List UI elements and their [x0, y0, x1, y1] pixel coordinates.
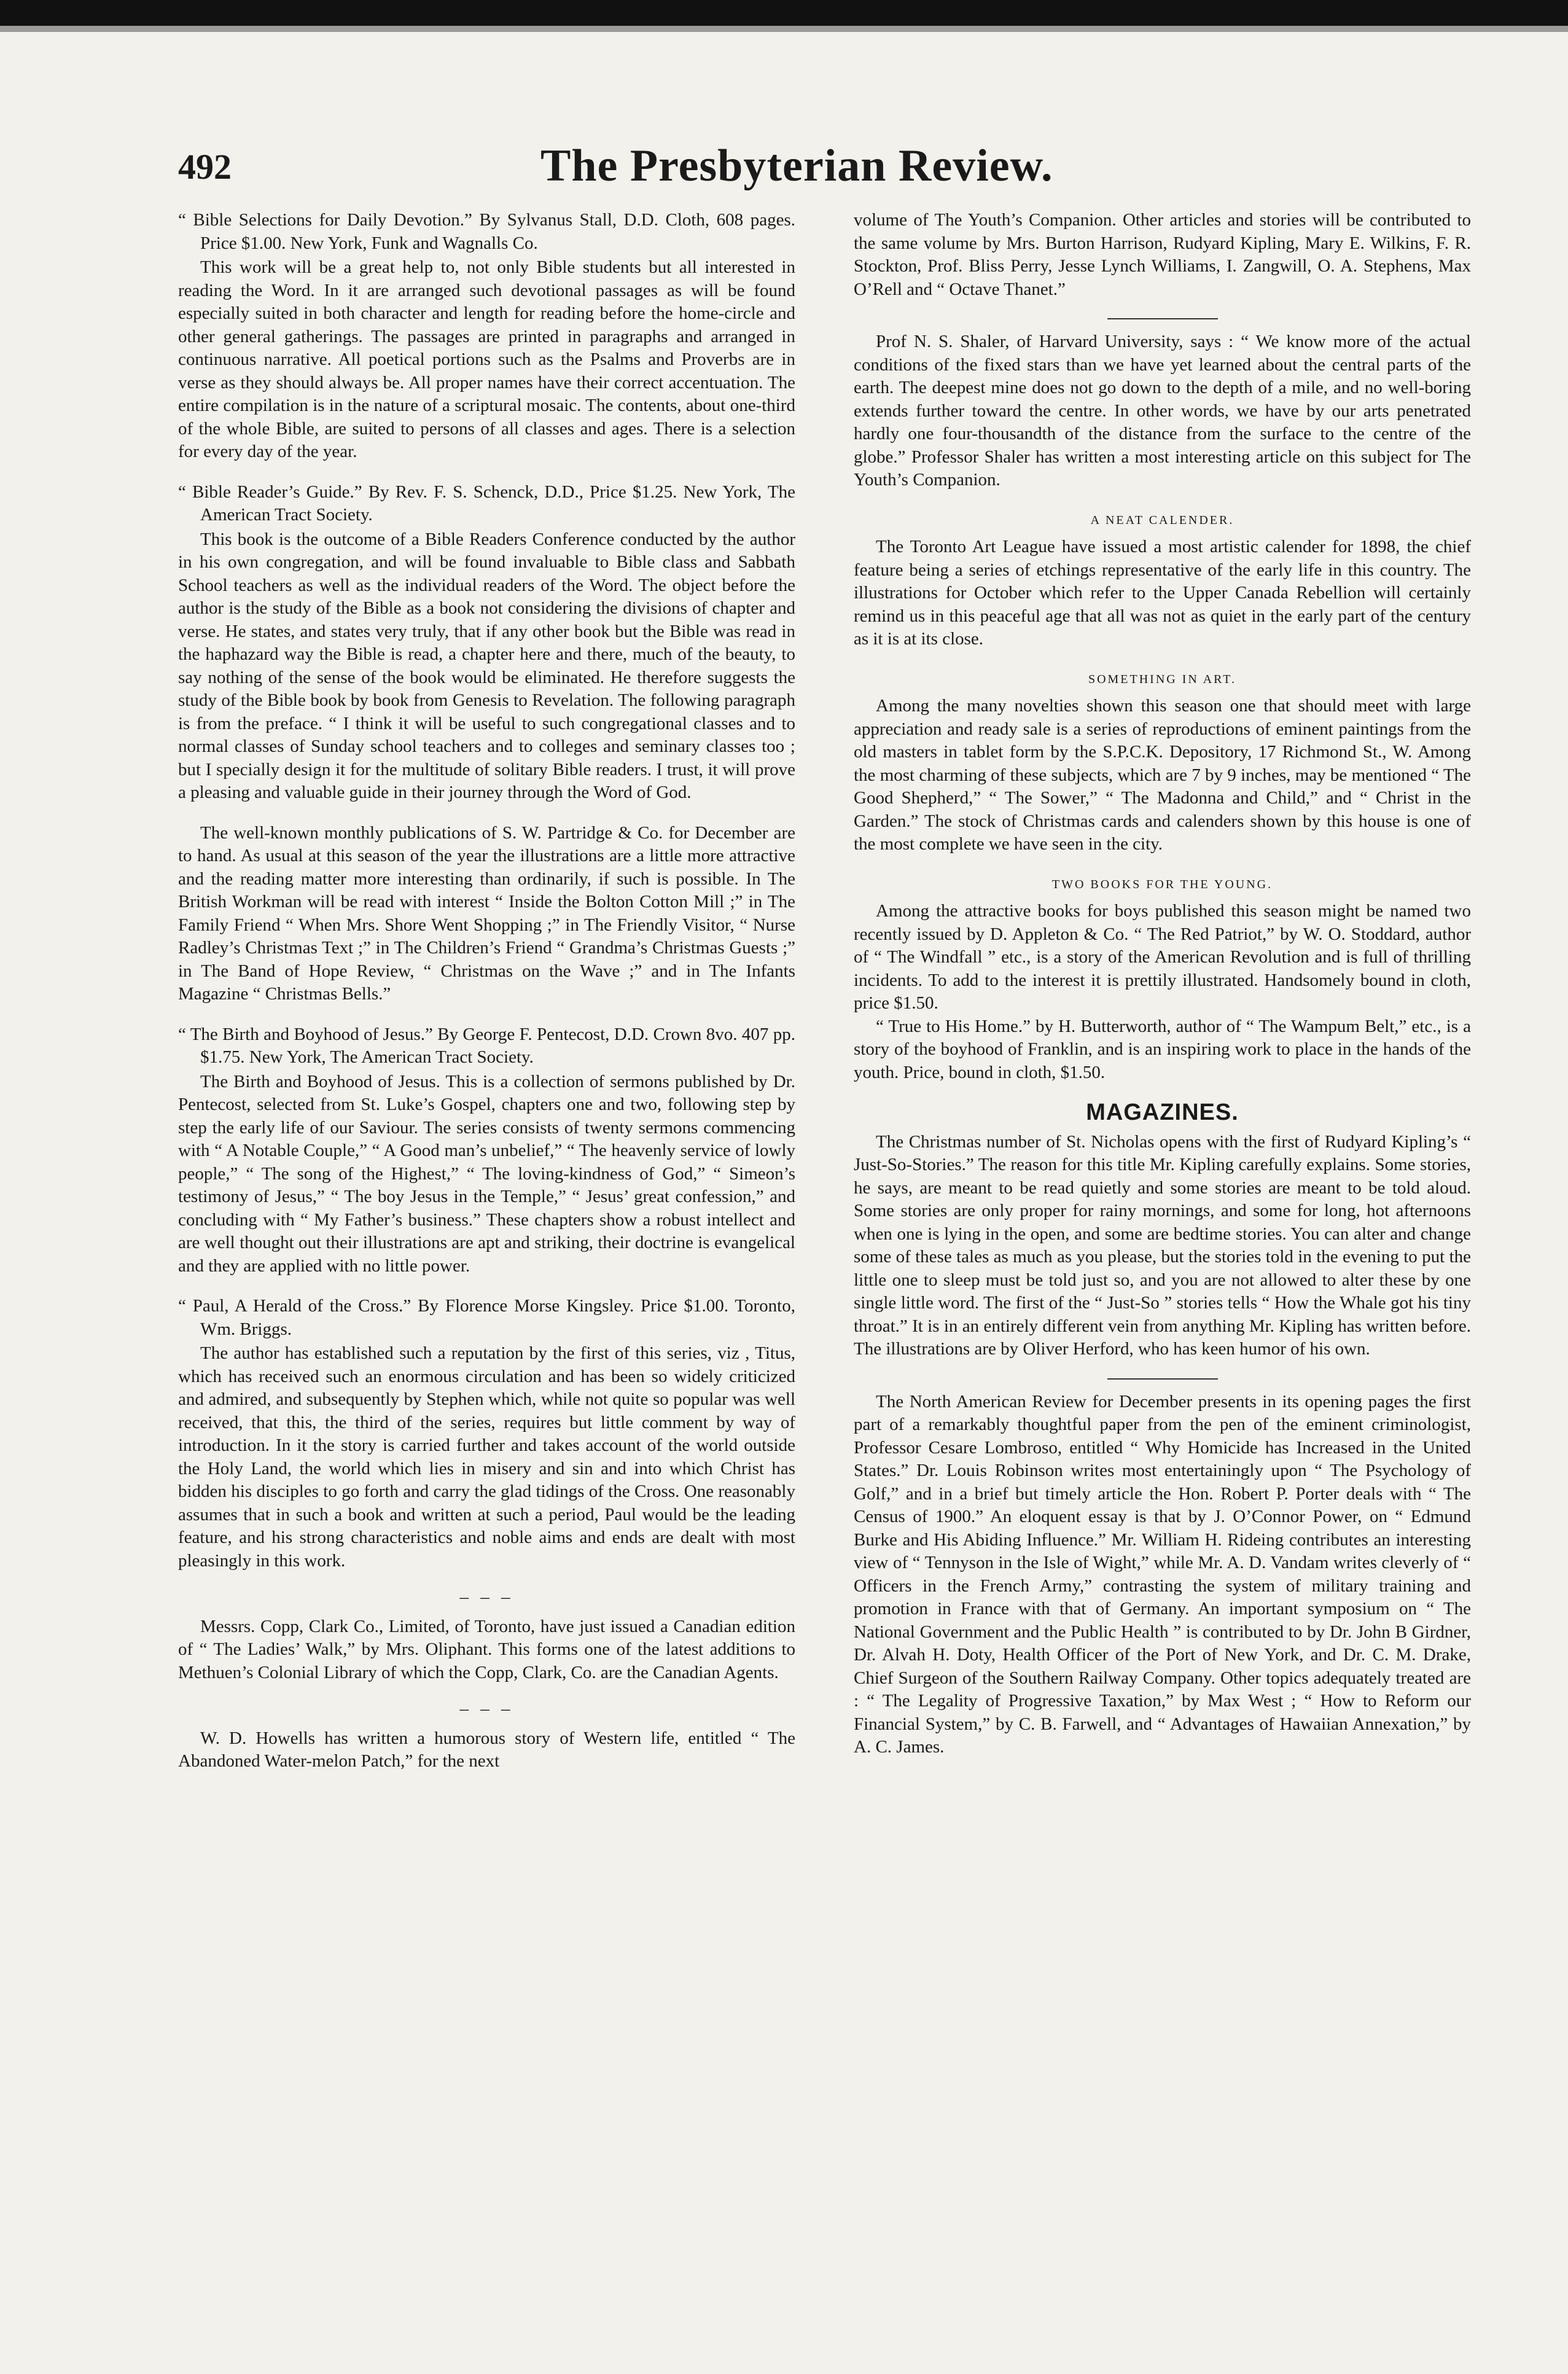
notice-partridge-publications	[178, 822, 795, 1006]
notice-calendar	[854, 536, 1471, 651]
entry-body: Among the many novelties shown this season one that should meet with large appreciation and ready sale is a series of reproductions of eminent paintings from the old masters in tablet form by the S.P.C.K. Depository, 17 Richmond St., W. Among the most charming of these subjects, which are 7 by 9 inches, may be mentioned “ The Good Shepherd,” “ The Sower,” “ The Madonna and Child,” and “ Christ in the Garden.” The stock of Christmas cards and calenders shown by this house is one of the most complete we have seen in the city.	[854, 696, 1471, 854]
notice-copp-clark	[178, 1615, 795, 1685]
scan-top-border	[0, 0, 1568, 26]
notice-art	[854, 695, 1471, 856]
youths-companion-continuation	[854, 209, 1471, 301]
scan-top-shadow	[0, 26, 1568, 32]
running-title: The Presbyterian Review.	[540, 141, 1053, 191]
entry-body: The Christmas number of St. Nicholas opens with the first of Rudyard Kipling’s “ Just-So-Stories.” The reason for this title Mr. Kipling carefully explains. Some stories, he says, are meant to be read quietly and some stories are meant to be told aloud. Some stories are only proper for rainy mornings, and some for long, hot afternoons when one is lying in the open, and some are bedtime stories. You can alter and change some of these tales as much as you please, but the stories told in the evening to put the little one to sleep must be told just so, and you are not allowed to alter these by one single little word. The first of the “ Just-So ” stories tells “ How the Whale got his tiny throat.” It is in an entirely different vein from anything Mr. Kipling has written before. The illustrations are by Oliver Herford, who has keen humor of his own.	[854, 1131, 1471, 1359]
entry-body: Messrs. Copp, Clark Co., Limited, of Toronto, have just issued a Canadian edition of “ The Ladies’ Walk,” by Mrs. Oliphant. This forms one of the latest additions to Methuen’s Colonial Library of which the Copp, Clark, Co. are the Canadian Agents.	[178, 1616, 795, 1682]
review-birth-and-boyhood	[178, 1023, 795, 1278]
entry-body: The Toronto Art League have issued a most artistic calender for 1898, the chief feature being a series of etchings representative of the early life in this country. The illustrations for October which refer to the Upper Canada Rebellion will certainly remind us in this peaceful age that all was not as quiet in the early part of the century as it is at its close.	[854, 537, 1471, 649]
separator-dash: – – –	[459, 1587, 514, 1607]
entry-heading: “ Paul, A Herald of the Cross.” By Florence Morse Kingsley. Price $1.00. Toronto, Wm. Briggs.	[178, 1296, 795, 1339]
page-number: 492	[178, 147, 232, 187]
left-column	[178, 209, 795, 2334]
entry-body: This book is the outcome of a Bible Readers Conference conducted by the author in his own congregation, and will be found invaluable to Bible class and Sabbath School teachers as well as the individual readers of the Word. The object before the author is the study of the Bible as a book not considering the divisions of chapter and verse. He states, and states very truly, that if any other book but the Bible was read in the haphazard way the Bible is read, a chapter here and there, much of the beauty, to say nothing of the sense of the book would be eliminated. He therefore suggests the study of the Bible book by book from Genesis to Revelation. The following paragraph is from the preface. “ I think it will be useful to such congregational classes and to normal classes of Sunday school teachers and to colleges and seminary classes too ; but I specially design it for the multitude of solitary Bible readers. I trust, it will prove a pleasing and valuable guide in their journey through the Word of God.	[178, 529, 795, 802]
entry-body: The Birth and Boyhood of Jesus. This is a collection of sermons published by Dr. Pentecost, selected from St. Luke’s Gospel, chapters one and two, following step by step the early life of our Saviour. The series consists of twenty sermons commencing with “ A Notable Couple,” “ A Good man’s unbelief,” “ The heavenly service of lowly people,” “ The song of the Highest,” “ The loving-kindness of God,” “ Simeon’s testimony of Jesus,” “ The boy Jesus in the Temple,” “ Jesus’ great confession,” and concluding with “ My Father’s business.” These chapters show a robust intellect and are well thought out their illustrations are apt and striking, their doctrine is evangelical and they are applied with no little power.	[178, 1071, 795, 1276]
separator-rule	[1107, 1378, 1218, 1380]
notice-books-for-young	[854, 900, 1471, 1084]
entry-body: The well-known monthly publications of S. W. Partridge & Co. for December are to hand. As usual at this season of the year the illustrations are a little more attractive and the reading matter more interesting than ordinarily, if such is possible. In The British Workman will be read with interest “ Inside the Bolton Cotton Mill ;” in The Family Friend “ When Mrs. Shore Went Shopping ;” in The Friendly Visitor, “ Nurse Radley’s Christmas Text ;” in The Children’s Friend “ Grandma’s Christmas Guests ;” in The Band of Hope Review, “ Christmas on the Wave ;” and in The Infants Magazine “ Christmas Bells.”	[178, 822, 795, 1004]
notice-howells	[178, 1727, 795, 1773]
separator-rule	[1107, 318, 1218, 319]
right-column	[854, 209, 1471, 2334]
separator-dash: – – –	[459, 1699, 514, 1719]
section-heading-books: TWO BOOKS FOR THE YOUNG.	[1051, 877, 1273, 891]
review-bible-readers-guide	[178, 481, 795, 805]
section-heading-calendar: A NEAT CALENDER.	[1090, 513, 1235, 527]
entry-body: Prof N. S. Shaler, of Harvard University, says : “ We know more of the actual conditions of the fixed stars than we have yet learned about the central parts of the earth. The deepest mine does not go down to the depth of a mile, and no well-boring extends further toward the centre. In other words, we have by our arts penetrated hardly one four-thousandth of the distance from the surface to the centre of the globe.” Professor Shaler has written a most interesting article on this subject for The Youth’s Companion.	[854, 332, 1471, 490]
entry-body: The North American Review for December presents in its opening pages the first part of a remarkably thoughtful paper from the pen of the eminent criminologist, Professor Cesare Lombroso, entitled “ Why Homicide has Increased in the United States.” Dr. Louis Robinson writes most entertainingly upon “ The Psychology of Golf,” and in a brief but timely article the Hon. Robert P. Porter deals with “ The Census of 1900.” An eloquent essay is that by J. O’Connor Power, on “ Edmund Burke and His Abiding Influence.” Mr. William H. Rideing contributes an interesting view of “ Tennyson in the Isle of Wight,” while Mr. A. D. Vandam writes cleverly of “ Officers in the French Army,” contrasting the system of military training and promotion in France with that of Germany. An important symposium on “ The National Government and the Public Health ” is contributed to by Dr. John B Girdner, Dr. Alvah H. Doty, Health Officer of the Port of New York, and Dr. C. M. Drake, Chief Surgeon of the Southern Railway Company. Other topics adequately treated are : “ The Legality of Progressive Taxation,” by Max West ; “ How to Reform our Financial System,” by C. B. Farwell, and “ Advantages of Hawaiian Annexation,” by A. C. James.	[854, 1391, 1471, 1757]
section-heading-art: SOMETHING IN ART.	[1088, 672, 1237, 686]
entry-body: This work will be a great help to, not only Bible students but all interested in reading the Word. In it are arranged such devotional passages as will be found especially suited in both character and length for reading before the home-circle and other general gatherings. The passages are printed in paragraphs and arranged in continuous narrative. All poetical portions such as the Psalms and Proverbs are in verse as they should always be. All proper names have their correct accentuation. The entire compilation is in the nature of a scriptural mosaic. The contents, about one-third of the whole Bible, are suited to persons of all classes and ages. There is a selection for every day of the year.	[178, 257, 795, 461]
review-paul-herald-of-cross	[178, 1295, 795, 1572]
notice-north-american-review	[854, 1391, 1471, 1759]
entry-heading: “ Bible Selections for Daily Devotion.” By Sylvanus Stall, D.D. Cloth, 608 pages. Price $1.00. New York, Funk and Wagnalls Co.	[178, 210, 795, 253]
review-bible-selections	[178, 209, 795, 464]
entry-body: W. D. Howells has written a humorous story of Western life, entitled “ The Abandoned Water-melon Patch,” for the next	[178, 1728, 795, 1771]
section-heading-magazines: MAGAZINES.	[1086, 1099, 1239, 1125]
notice-st-nicholas	[854, 1131, 1471, 1361]
entry-body: Among the attractive books for boys published this season might be named two recently issued by D. Appleton & Co. “ The Red Patriot,” by W. O. Stoddard, author of “ The Windfall ” etc., is a story of the American Revolution and is full of thrilling incidents. To add to the interest it is prettily illustrated. Handsomely bound in cloth, price $1.50.	[854, 901, 1471, 1013]
entry-heading: “ The Birth and Boyhood of Jesus.” By George F. Pentecost, D.D. Crown 8vo. 407 pp. $1.75. New York, The American Tract Society.	[178, 1024, 795, 1067]
notice-shaler	[854, 330, 1471, 492]
entry-body: The author has established such a reputation by the first of this series, viz , Titus, which has received such an enormous circulation and has been so widely criticized and admired, and subsequently by Stephen which, while not quite so popular was well received, that this, the third of the series, requires but little comment by way of introduction. In it the story is carried further and takes account of the world outside the Holy Land, the world which lies in misery and sin and into which Christ has bidden his disciples to go forth and carry the glad tidings of the Cross. One reasonably assumes that in such a book and written at such a period, Paul would be the leading feature, and his strong characteristics and noble aims and ends are dealt with most pleasingly in this work.	[178, 1343, 795, 1571]
entry-body: “ True to His Home.” by H. Butterworth, author of “ The Wampum Belt,” etc., is a story of the boyhood of Franklin, and is an inspiring work to place in the hands of the youth. Price, bound in cloth, $1.50.	[854, 1016, 1471, 1082]
entry-heading: “ Bible Reader’s Guide.” By Rev. F. S. Schenck, D.D., Price $1.25. New York, The American Tract Society.	[178, 482, 795, 525]
entry-body: volume of The Youth’s Companion. Other articles and stories will be contributed to the same volume by Mrs. Burton Harrison, Rudyard Kipling, Mary E. Wilkins, F. R. Stockton, Prof. Bliss Perry, Jesse Lynch Williams, I. Zangwill, O. A. Stephens, Max O’Rell and “ Octave Thanet.”	[854, 210, 1471, 299]
